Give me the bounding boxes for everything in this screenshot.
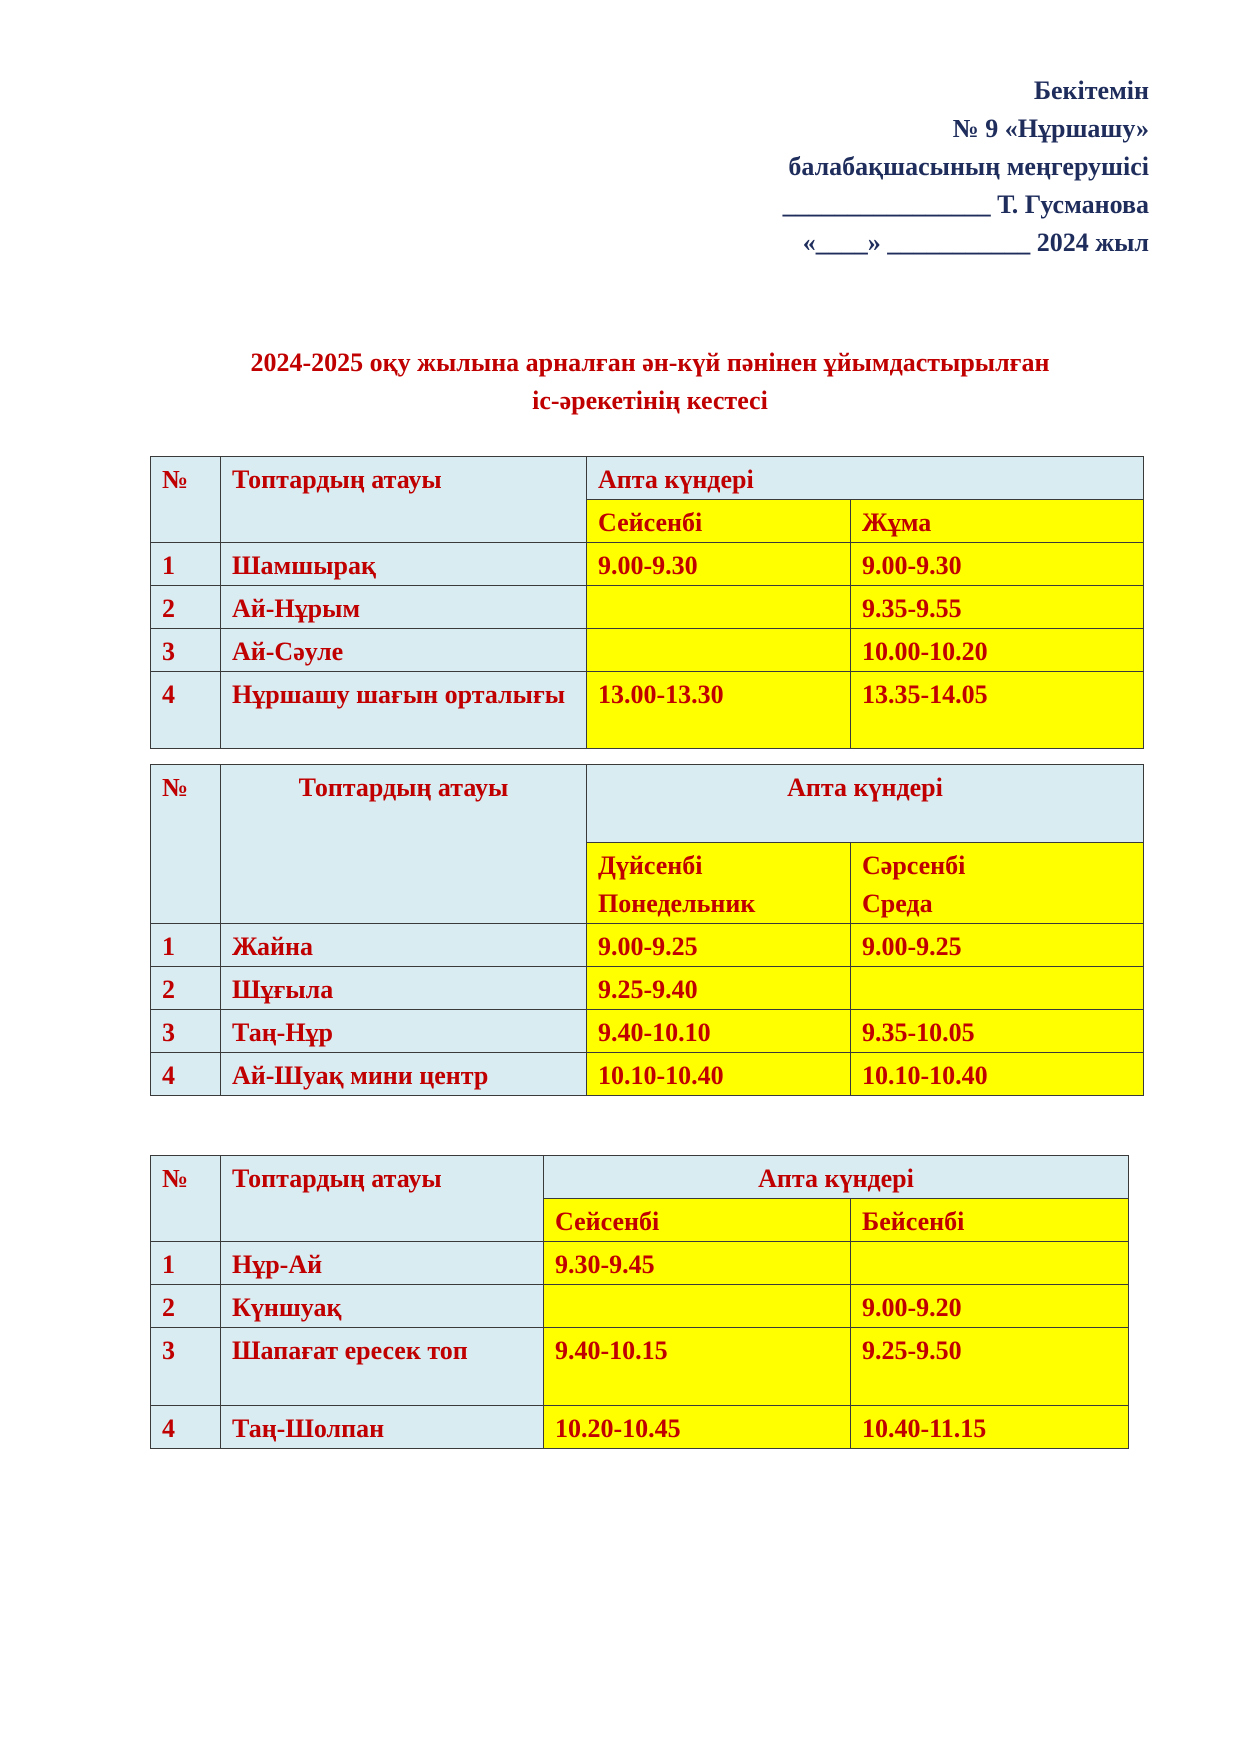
approval-line-2: № 9 «Нұршашу» <box>952 114 1149 143</box>
time-cell: 10.20-10.45 <box>544 1406 851 1449</box>
group-name: Ай-Шуақ мини центр <box>221 1053 587 1096</box>
approval-line-4: ________________ Т. Гусманова <box>782 190 1149 219</box>
group-name: Таң-Нұр <box>221 1010 587 1053</box>
time-cell: 9.00-9.25 <box>851 924 1144 967</box>
time-cell: 9.35-10.05 <box>851 1010 1144 1053</box>
approval-line-5: «____» ___________ 2024 жыл <box>802 228 1149 257</box>
header-day-2: Жұма <box>851 500 1144 543</box>
time-cell <box>851 967 1144 1010</box>
time-cell: 9.35-9.55 <box>851 586 1144 629</box>
header-group-name: Топтардың атауы <box>221 765 587 924</box>
time-cell: 10.10-10.40 <box>851 1053 1144 1096</box>
header-day-2 <box>851 843 1144 924</box>
group-name: Нұр-Ай <box>221 1242 544 1285</box>
table-row <box>151 543 1144 586</box>
time-cell: 10.40-11.15 <box>851 1406 1129 1449</box>
day-1-kazakh: Дүйсенбі <box>598 851 703 880</box>
table-row <box>151 1328 1129 1406</box>
day-2-russian: Среда <box>862 889 933 918</box>
row-number: 4 <box>151 1406 221 1449</box>
table-row <box>151 586 1144 629</box>
title-line-1: 2024-2025 оқу жылына арналған ән-күй пәнінен ұйымдастырылған <box>250 348 1050 377</box>
time-cell: 9.00-9.25 <box>587 924 851 967</box>
table-row <box>151 1406 1129 1449</box>
row-number: 4 <box>151 1053 221 1096</box>
table-row <box>151 1010 1144 1053</box>
header-day-1: Сейсенбі <box>544 1199 851 1242</box>
table-row <box>151 1285 1129 1328</box>
time-cell: 10.00-10.20 <box>851 629 1144 672</box>
header-weekdays: Апта күндері <box>544 1156 1129 1199</box>
group-name: Шұғыла <box>221 967 587 1010</box>
day-1-russian: Понедельник <box>598 889 756 918</box>
header-day-2: Бейсенбі <box>851 1199 1129 1242</box>
row-number: 2 <box>151 1285 221 1328</box>
table-row <box>151 967 1144 1010</box>
time-cell: 9.25-9.40 <box>587 967 851 1010</box>
header-day-1: Сейсенбі <box>587 500 851 543</box>
group-name: Ай-Нұрым <box>221 586 587 629</box>
time-cell <box>587 629 851 672</box>
time-cell <box>851 1242 1129 1285</box>
title-line-2: іс-әрекетінің кестесі <box>532 386 768 415</box>
row-number: 1 <box>151 1242 221 1285</box>
time-cell: 9.40-10.10 <box>587 1010 851 1053</box>
time-cell: 9.40-10.15 <box>544 1328 851 1406</box>
group-name: Жайна <box>221 924 587 967</box>
time-cell: 13.35-14.05 <box>851 672 1144 749</box>
group-name: Шапағат ересек топ <box>221 1328 544 1406</box>
row-number: 2 <box>151 586 221 629</box>
row-number: 3 <box>151 629 221 672</box>
table-row <box>151 672 1144 749</box>
row-number: 4 <box>151 672 221 749</box>
schedule-table-2 <box>150 764 1144 1096</box>
approval-line-3: балабақшасының меңгерушісі <box>788 152 1149 181</box>
row-number: 1 <box>151 924 221 967</box>
time-cell: 9.25-9.50 <box>851 1328 1129 1406</box>
header-weekdays: Апта күндері <box>587 457 1144 500</box>
day-2-kazakh: Сәрсенбі <box>862 851 966 880</box>
row-number: 2 <box>151 967 221 1010</box>
time-cell: 13.00-13.30 <box>587 672 851 749</box>
document-title <box>150 344 1150 420</box>
time-cell <box>587 586 851 629</box>
row-number: 1 <box>151 543 221 586</box>
header-number: № <box>151 1156 221 1242</box>
row-number: 3 <box>151 1328 221 1406</box>
row-number: 3 <box>151 1010 221 1053</box>
schedule-table-3 <box>150 1155 1129 1449</box>
header-group-name: Топтардың атауы <box>221 457 587 543</box>
header-weekdays: Апта күндері <box>587 765 1144 843</box>
group-name: Нұршашу шағын орталығы <box>221 672 587 749</box>
table-row <box>151 924 1144 967</box>
table-row <box>151 1242 1129 1285</box>
time-cell: 9.00-9.20 <box>851 1285 1129 1328</box>
group-name: Ай-Сәуле <box>221 629 587 672</box>
group-name: Таң-Шолпан <box>221 1406 544 1449</box>
time-cell: 10.10-10.40 <box>587 1053 851 1096</box>
group-name: Күншуақ <box>221 1285 544 1328</box>
time-cell: 9.30-9.45 <box>544 1242 851 1285</box>
header-number: № <box>151 457 221 543</box>
time-cell: 9.00-9.30 <box>587 543 851 586</box>
approval-line-1: Бекітемін <box>1033 76 1149 105</box>
time-cell <box>544 1285 851 1328</box>
header-group-name: Топтардың атауы <box>221 1156 544 1242</box>
group-name: Шамшырақ <box>221 543 587 586</box>
table-row <box>151 1053 1144 1096</box>
table-row <box>151 629 1144 672</box>
header-day-1 <box>587 843 851 924</box>
header-number: № <box>151 765 221 924</box>
time-cell: 9.00-9.30 <box>851 543 1144 586</box>
approval-block <box>783 72 1149 262</box>
schedule-table-1 <box>150 456 1144 749</box>
